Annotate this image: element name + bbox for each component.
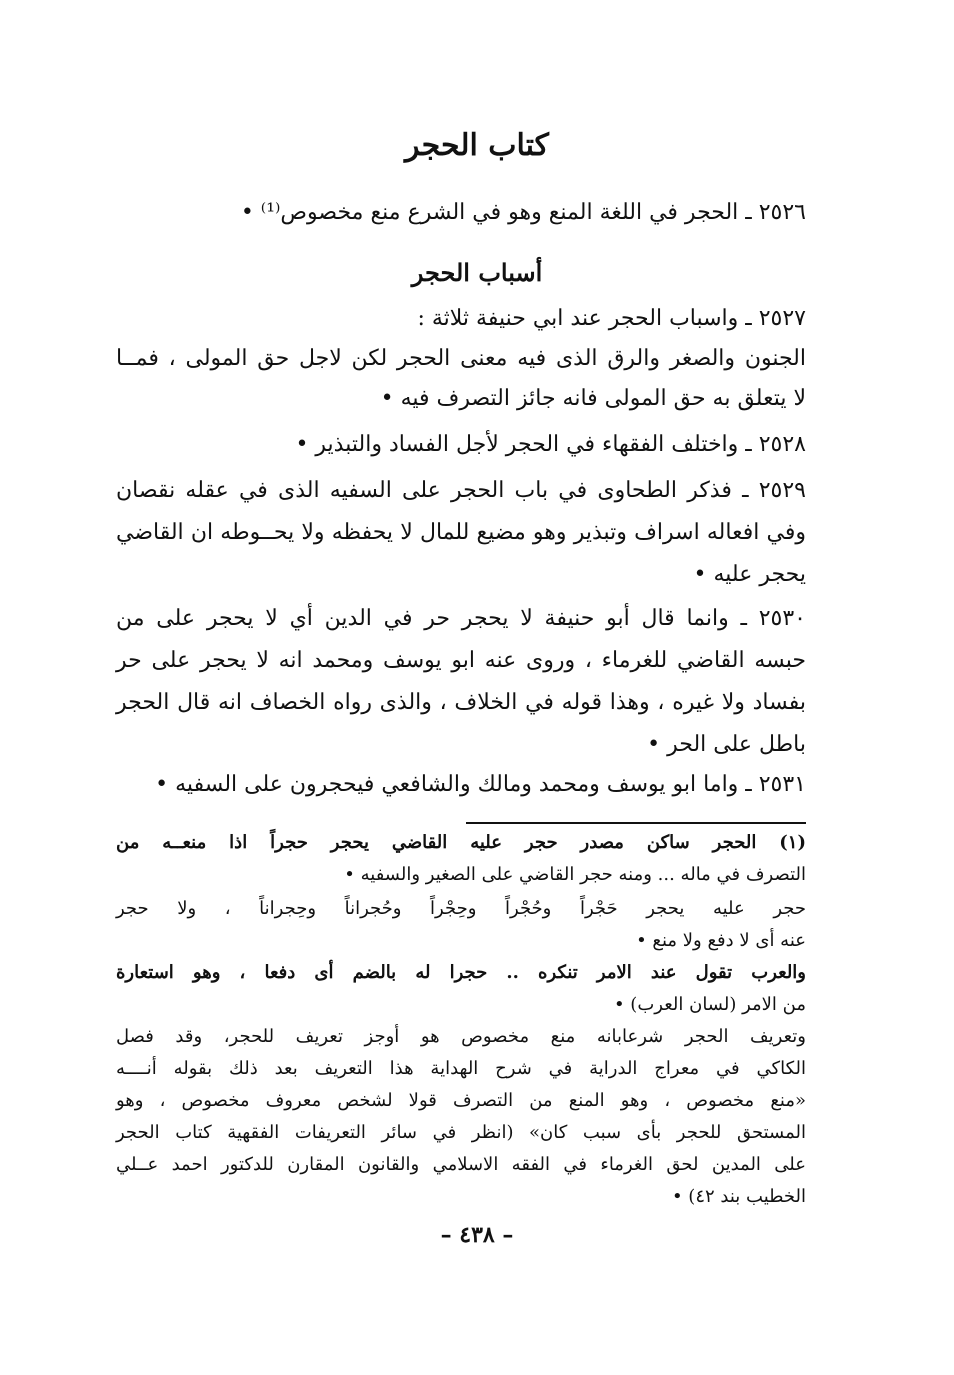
footnote-line: عنه أى لا دفع ولا منع • [636,930,806,951]
page-number: – ٤٣٨ – [440,1222,514,1248]
paragraph-2526: ٢٥٢٦ ـ الحجر في اللغة المنع وهو في الشرع منع مخصوص⁽¹⁾ • [240,200,806,225]
footnote-line: «منع مخصوص ، وهو المنع من التصرف قولا لشخص معروف مخصوص ، وهو [116,1090,806,1111]
footnote-line: التصرف في ماله ... ومنه حجر القاضي على الصغير والسفيه • [344,864,806,885]
footnote-line: المستحق للحجر بأى سبب كان» (انظر في سائر التعريفات الفقهية كتاب الحجر [116,1122,806,1143]
paragraph-2527-line: ٢٥٢٧ ـ واسباب الحجر عند ابي حنيفة ثلاثة : [417,306,806,331]
footnote-line: (١) الحجر ساكن مصدر حجر عليه القاضي يحجر حجراً اذا منعــه من [116,832,806,853]
paragraph-2531: ٢٥٣١ ـ واما ابو يوسف ومحمد ومالك والشافعي فيحجرون على السفيه • [155,772,806,797]
footnote-line: على المدين لحق الغرماء في الفقه الاسلامي والقانون المقارن للدكتور احمد عــلي [116,1154,806,1175]
footnote-line: والعرب تقول عند الامر تنكره .. حجرا له بالضم أى دفعا ، وهو استعارة [116,962,806,983]
paragraph-2527-line: لا يتعلق به حق المولى فانه جائز التصرف فيه • [380,386,806,411]
paragraph-2529-line: وفي افعاله اسراف وتبذير وهو مضيع للمال لا يحفظه ولا يحــوطه ان القاضي [116,520,806,545]
footnote-line: وتعريف الحجر شرعابانه منع مخصوص هو أوجز تعريف للحجر، وقد فصل [116,1026,806,1047]
paragraph-2529-line: يحجر عليه • [693,562,806,587]
footnote-separator [466,822,806,824]
paragraph-2530-line: ٢٥٣٠ ـ وانما قال أبو حنيفة لا يحجر حر في الدين أي لا يحجر على من [116,606,806,631]
paragraph-2529-line: ٢٥٢٩ ـ فذكر الطحاوى في باب الحجر على السفيه الذى في عقله نقصان [116,478,806,503]
footnote-line: حجر عليه يحجر حَجْراً وحُجْراً وحِجْراً وحُجراناً وحِجراناً ، ولا حجر [116,898,806,919]
footnote-line: الكاكي في معراج الدراية في شرح الهداية هذا التعريف بعد ذلك بقوله أنــــه [116,1058,806,1079]
footnote-line: من الامر (لسان العرب) • [613,994,806,1015]
paragraph-2530-line: بفساد ولا غيره ، وهذا قوله في الخلاف ، والذى رواه الخصاف انه قال الحجر [116,690,806,715]
paragraph-2527-line: الجنون والصغر والرق الذى فيه معنى الحجر لكن لاجل حق المولى ، فمــا [116,346,806,371]
paragraph-2528: ٢٥٢٨ ـ واختلف الفقهاء في الحجر لأجل الفساد والتبذير • [295,432,806,457]
paragraph-2530-line: حبسه القاضي للغرماء ، وروى عنه ابو يوسف ومحمد انه لا يحجر على حر [116,648,806,673]
paragraph-2530-line: باطل على الحر • [647,732,806,757]
chapter-title: كتاب الحجر [405,128,549,163]
footnote-line: الخطيب بند ٤٢) • [671,1186,806,1207]
section-heading: أسباب الحجر [411,258,543,287]
